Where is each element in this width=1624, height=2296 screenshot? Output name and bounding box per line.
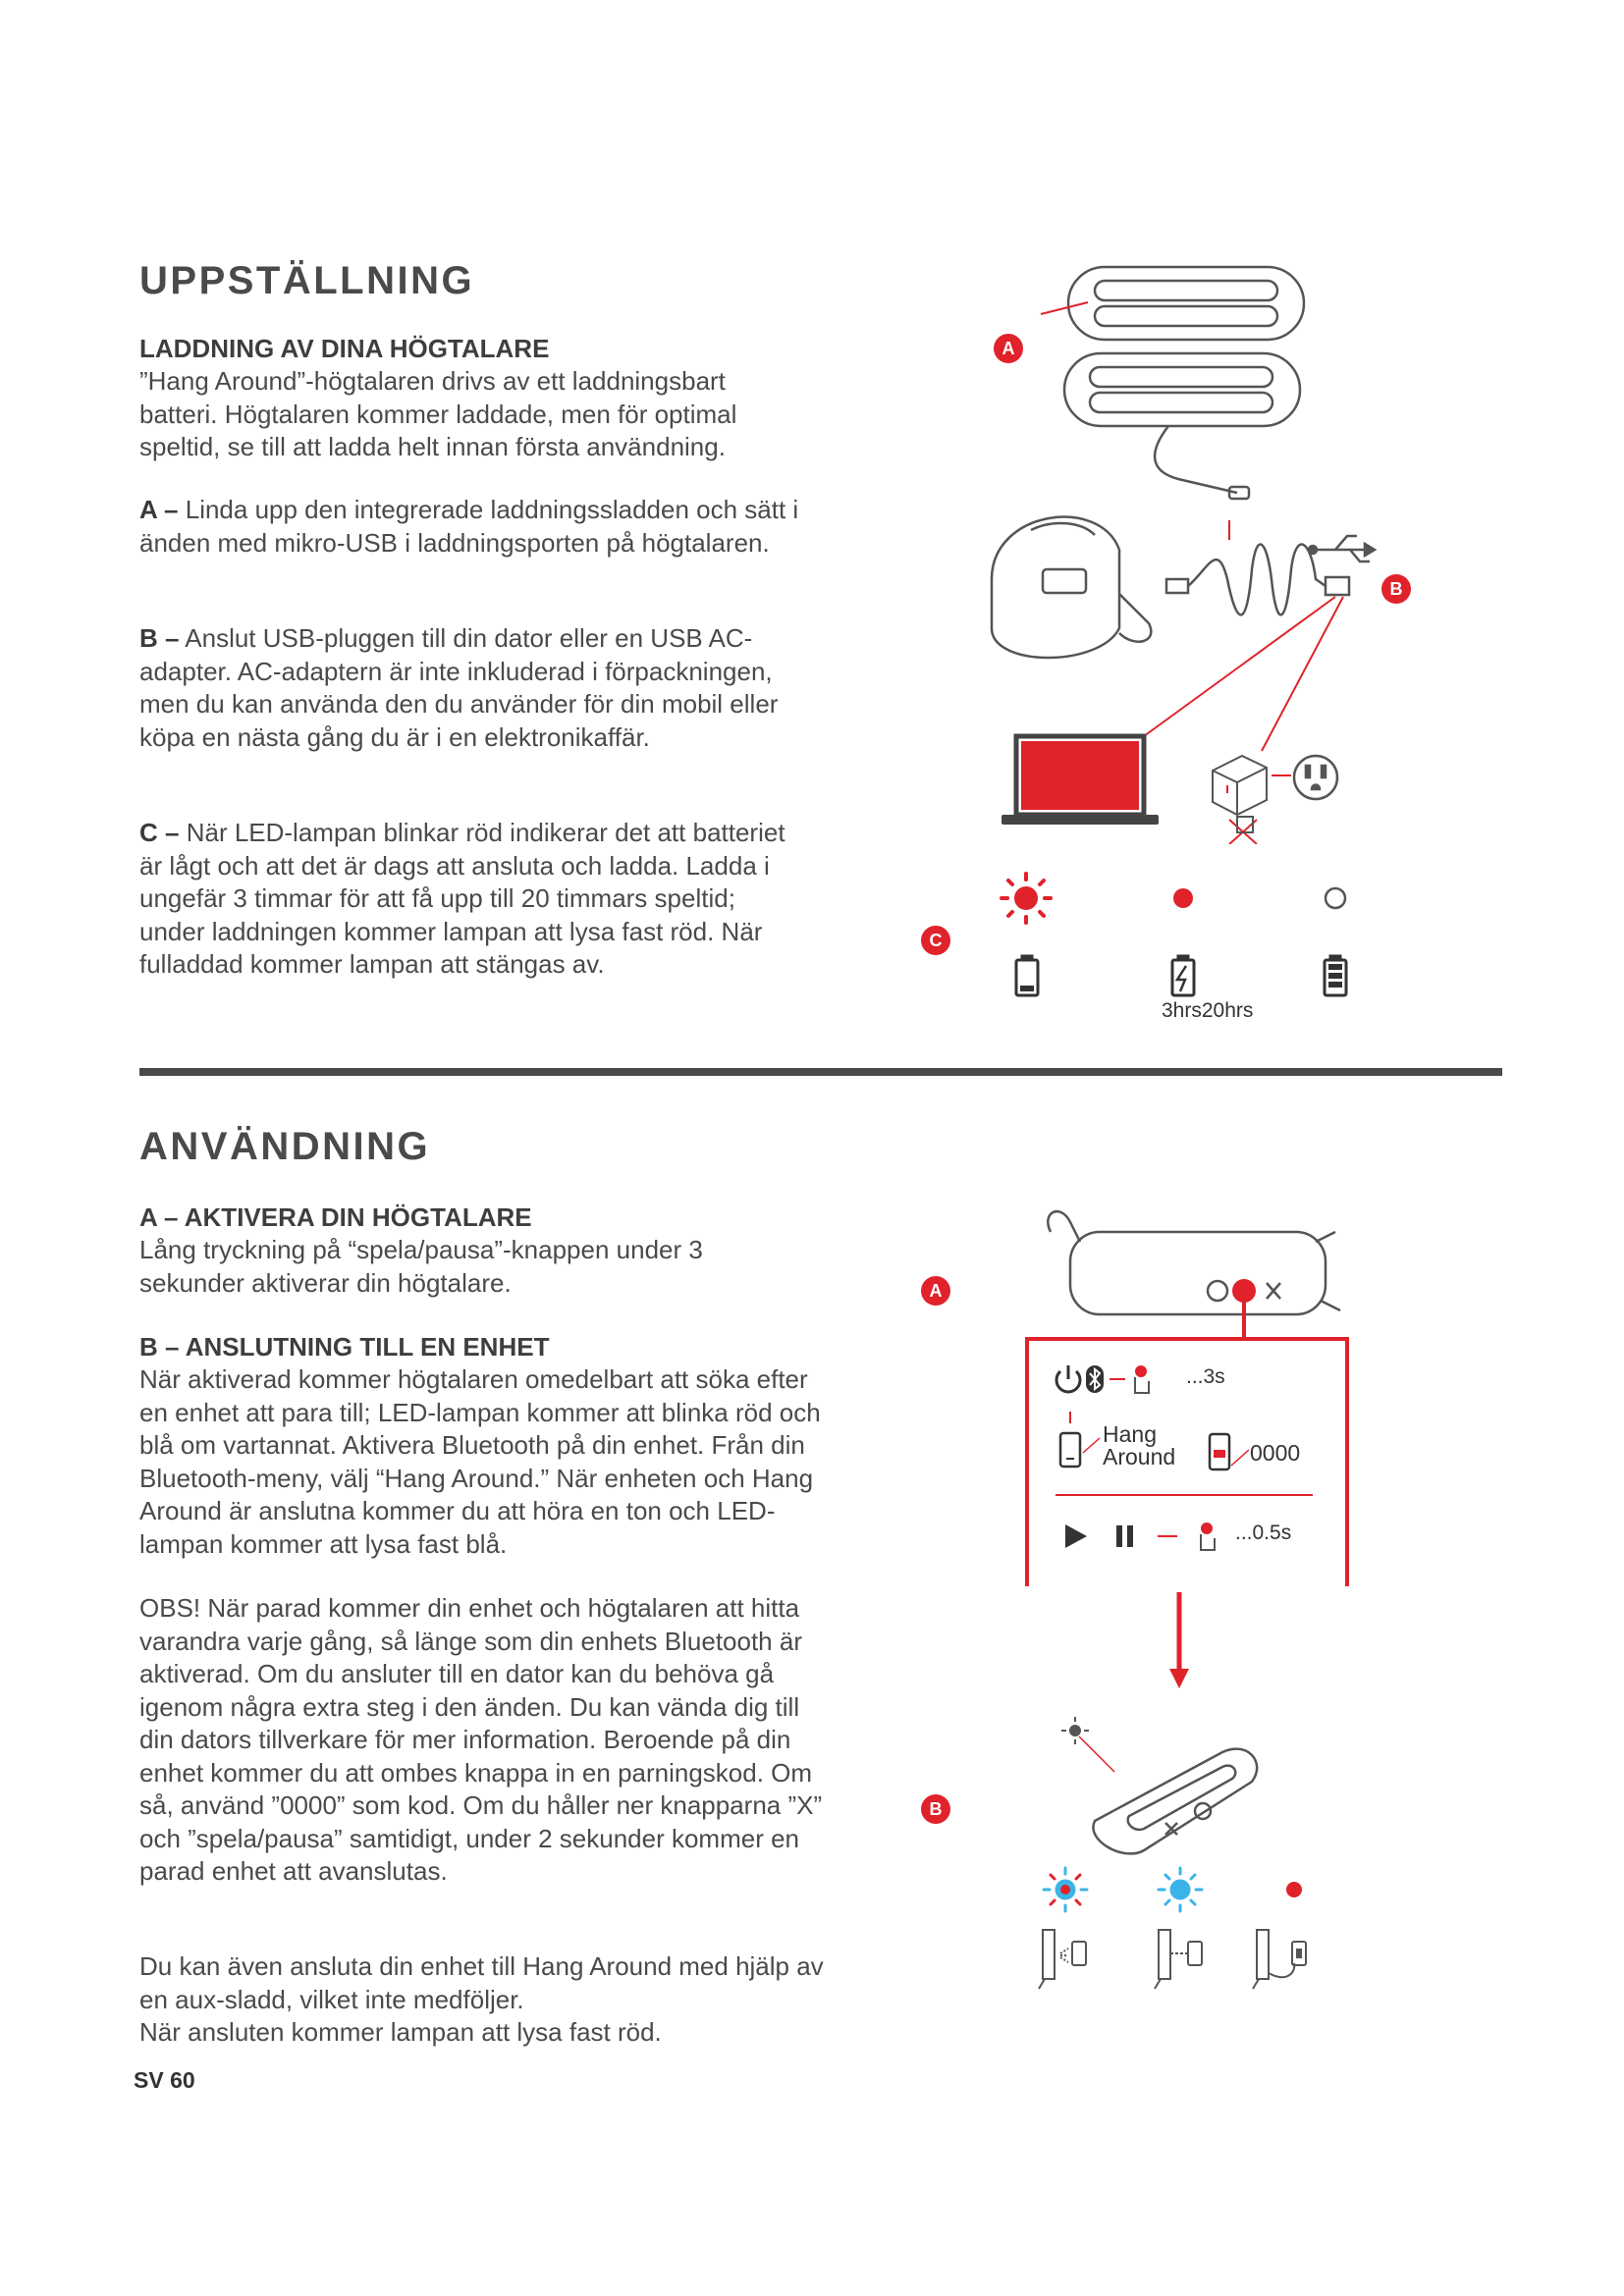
battery-low-icon [1016,956,1038,995]
step-a-text: Linda upp den integrerade laddningssladden och sätt i änden med mikro-USB i laddningsporten på högtalaren. [139,495,799,558]
phone-pairing-icon [1056,1404,1105,1472]
bluetooth-connection-icon [1039,1930,1086,1989]
press-hand-icon-2 [1201,1522,1215,1550]
section-title-uppstallning: UPPSTÄLLNING [139,259,475,302]
step-a-prefix: A – [139,495,179,524]
aux-line-2: När ansluten kommer lampan att lysa fast röd. [139,2017,662,2047]
badge-c: C [921,926,950,955]
press-hand-icon [1135,1365,1149,1393]
step-c-prefix: C – [139,818,180,847]
pairing-connection-icon [1155,1930,1202,1989]
led-indicator-icon [1061,1717,1089,1744]
device-name-line-2: Around [1103,1444,1176,1469]
device-name-line-1: Hang [1103,1421,1157,1447]
time-3s-label: ...3s [1186,1365,1225,1388]
led-solid-red-icon [1173,888,1193,908]
adapter-icon [1213,756,1291,844]
paragraph-intro: ”Hang Around”-högtalaren drivs av ett laddningsbart batteri. Högtalaren kommer laddade, men för optimal speltid, se till att ladda helt innan första användning. [139,366,737,461]
subheading-charging: LADDNING AV DINA HÖGTALARE [139,334,550,363]
speaker-activation-illustration [1021,1202,1355,1340]
power-bt-row-icons [1051,1360,1159,1399]
step-b-prefix: B – [139,623,180,653]
paragraph-activate: Lång tryckning på “spela/pausa”-knappen under 3 sekunder aktiverar din högtalare. [139,1235,703,1298]
section-title-anvandning: ANVÄNDNING [139,1125,431,1168]
charge-time-label: 3hrs20hrs [1162,999,1254,1022]
paragraph-step-b [139,622,807,754]
pin-code-label: 0000 [1250,1440,1301,1466]
paragraph-aux [139,1950,827,2050]
phone-pin-icon [1206,1428,1253,1477]
usb-cable-icon [1166,545,1349,615]
battery-full-icon [1325,956,1346,995]
device-name-label [1103,1423,1175,1468]
power-icon [1056,1365,1080,1392]
aux-connection-icon [1253,1930,1306,1989]
led-red-blue-blinking-icon [1044,1868,1087,1911]
down-arrow-icon [1164,1592,1194,1690]
play-pause-button-highlight [1232,1279,1256,1303]
led-solid-red-icon-2 [1286,1882,1302,1897]
paragraph-step-c [139,817,807,982]
speaker-side-icon [992,517,1151,658]
led-solid-blue-icon [1159,1868,1202,1911]
play-icon [1065,1524,1087,1548]
pause-icon [1116,1525,1133,1547]
page-number: SV 60 [134,2067,195,2093]
speaker-angled-illustration [1056,1713,1291,1860]
usb-symbol-icon [1309,536,1375,561]
paragraph-step-a [139,494,807,560]
speaker-body-icon [1093,1749,1257,1854]
led-battery-states [982,864,1375,1001]
step-b-text: Anslut USB-pluggen till din dator eller en USB AC-adapter. AC-adaptern är inte inkluderad i förpackningen, men du kan använda den du använder för din mobil eller köpa en nästa gång du är i en elektronikaffär. [139,623,779,752]
badge-a: A [994,334,1023,363]
led-off-icon [1326,888,1345,908]
badge-usage-a: A [921,1276,950,1306]
play-pause-row-icons [1056,1517,1242,1556]
badge-usage-b: B [921,1794,950,1824]
paragraph-obs: OBS! När parad kommer din enhet och högtalaren att hitta varandra varje gång, så länge som din enhets Bluetooth är aktiverad. Om du ansluter till en dator kan du behöva gå igenom några extra steg i den änden. Du kan vända dig till din dators tillverkare för mer information. Beroende på din enhet kommer du att ombes knappa in en parningskod. Om så, använd ”0000” som kod. Om du håller ner knapparna ”X” och ”spela/pausa” samtidigt, under 2 sekunder kommer en parad enhet att avanslutas. [139,1593,823,1886]
subheading-connect: B – ANSLUTNING TILL EN ENHET [139,1332,550,1362]
connection-icons-row [1031,1924,1326,1993]
bluetooth-icon [1086,1365,1104,1393]
battery-charging-icon [1172,956,1194,995]
section-divider [139,1068,1502,1076]
wall-outlet-icon [1294,756,1337,799]
speaker-front-icon [1048,1211,1340,1314]
paragraph-connect: När aktiverad kommer högtalaren omedelbart att söka efter en enhet att para till; LED-lampan kommer att blinka röd och blå om vartannat. Aktivera Bluetooth på din enhet. Från din Bluetooth-meny, välj “Hang Around.” När enheten och Hang Around är anslutna kommer du att höra en ton och LED-lampan kommer att lysa fast blå. [139,1364,821,1559]
callout-separator [1056,1494,1313,1496]
speaker-top-icon [1041,267,1304,340]
subheading-activate: A – AKTIVERA DIN HÖGTALARE [139,1202,532,1232]
speaker-cable-icon [1064,353,1300,540]
led-blinking-red-icon [1001,874,1051,923]
charging-illustration [972,255,1414,844]
led-status-row [1031,1860,1326,1919]
aux-line-1: Du kan även ansluta din enhet till Hang Around med hjälp av en aux-sladd, vilket inte medföljer. [139,1951,824,2014]
badge-b: B [1381,574,1411,604]
laptop-icon [1001,736,1159,825]
step-c-text: När LED-lampan blinkar röd indikerar det att batteriet är lågt och att det är dags att ansluta och ladda. Ladda i ungefär 3 timmar för att få upp till 20 timmars speltid; under laddningen kommer lampan att lysa fast röd. När fulladdad kommer lampan att stängas av. [139,818,785,979]
time-05s-label: ...0.5s [1235,1522,1292,1544]
